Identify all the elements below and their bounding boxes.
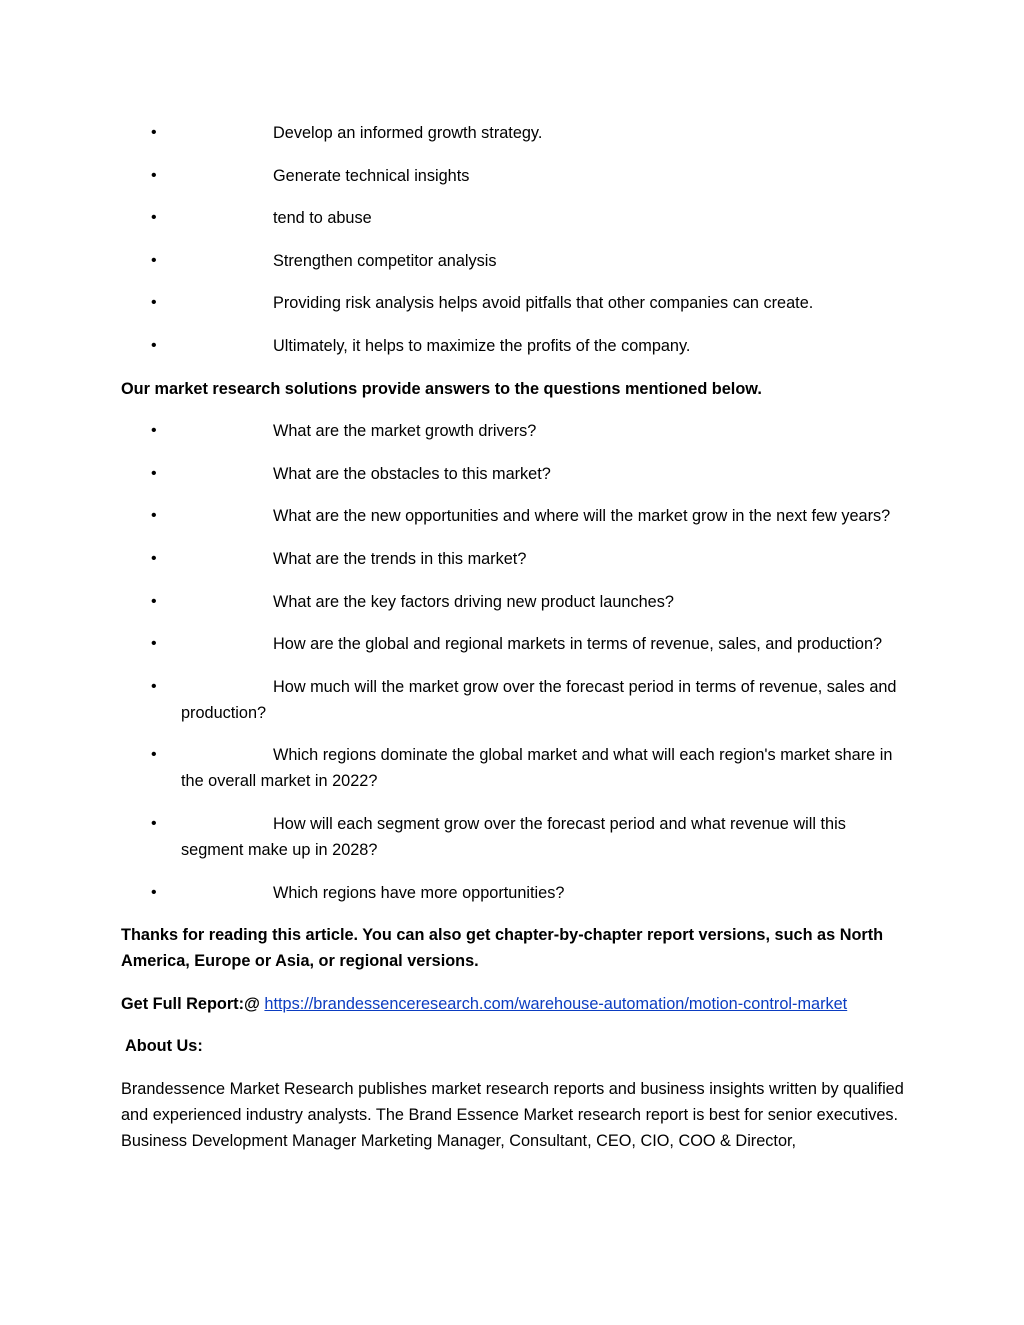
bullet-icon: • <box>151 464 157 482</box>
list-item <box>121 589 911 615</box>
list-item <box>121 163 911 189</box>
questions-list <box>121 418 911 905</box>
list-item-text: How are the global and regional markets in terms of revenue, sales, and production? <box>273 635 883 654</box>
bullet-icon: • <box>151 592 157 610</box>
list-item <box>121 461 911 487</box>
benefits-list <box>121 120 911 359</box>
list-item-text: Which regions have more opportunities? <box>273 883 565 902</box>
list-item <box>121 546 911 572</box>
list-item <box>121 333 911 359</box>
list-item-text: What are the new opportunities and where will the market grow in the next few years? <box>273 507 891 526</box>
list-item-text: Generate technical insights <box>273 166 470 185</box>
document-content <box>121 120 911 1170</box>
bullet-icon: • <box>151 746 157 764</box>
list-item <box>121 248 911 274</box>
bullet-icon: • <box>151 124 157 141</box>
list-item-text: How will each segment grow over the forecast period and what revenue will this segment make up in 2028? <box>181 814 846 859</box>
list-item-text: How much will the market grow over the forecast period in terms of revenue, sales and production? <box>181 677 897 722</box>
list-item <box>121 205 911 231</box>
bullet-icon: • <box>151 883 157 901</box>
bullet-icon: • <box>151 635 157 653</box>
list-item <box>121 674 911 726</box>
bullet-icon: • <box>151 677 157 695</box>
list-item-text: What are the obstacles to this market? <box>273 464 551 483</box>
bullet-icon: • <box>151 549 157 567</box>
list-item-text: tend to abuse <box>273 209 372 228</box>
bullet-icon: • <box>151 422 157 440</box>
list-item <box>121 120 911 146</box>
bullet-icon: • <box>151 814 157 832</box>
list-item <box>121 418 911 444</box>
list-item <box>121 742 911 794</box>
list-item-text: Strengthen competitor analysis <box>273 251 497 270</box>
list-item-text: Providing risk analysis helps avoid pitfalls that other companies can create. <box>273 294 814 313</box>
full-report-link[interactable]: https://brandessenceresearch.com/warehouse-automation/motion-control-market <box>264 994 848 1013</box>
list-item-text: Ultimately, it helps to maximize the profits of the company. <box>273 336 691 355</box>
list-item <box>121 290 911 316</box>
bullet-icon: • <box>151 294 157 312</box>
list-item-text: Develop an informed growth strategy. <box>273 124 543 142</box>
questions-heading: Our market research solutions provide answers to the questions mentioned below. <box>121 379 762 398</box>
bullet-icon: • <box>151 166 157 184</box>
bullet-icon: • <box>151 251 157 269</box>
bullet-icon: • <box>151 507 157 525</box>
about-paragraph: Brandessence Market Research publishes market research reports and business insights written by qualified and experienced industry analysts. The Brand Essence Market research report is best for senior executives. Business Development Manager Marketing Manager, Consultant, CEO, CIO, COO & Director, <box>121 1079 904 1150</box>
list-item-text: What are the key factors driving new product launches? <box>273 592 674 611</box>
thanks-paragraph: Thanks for reading this article. You can also get chapter-by-chapter report versions, such as North America, Europe or Asia, or regional versions. <box>121 926 884 971</box>
full-report-line <box>121 991 911 1017</box>
about-heading: About Us: <box>125 1037 203 1056</box>
bullet-icon: • <box>151 336 157 354</box>
list-item-text: What are the market growth drivers? <box>273 422 537 441</box>
list-item <box>121 631 911 657</box>
list-item-text: Which regions dominate the global market and what will each region's market share in the overall market in 2022? <box>181 746 893 791</box>
list-item <box>121 880 911 906</box>
list-item <box>121 811 911 863</box>
list-item <box>121 503 911 529</box>
bullet-icon: • <box>151 209 157 227</box>
full-report-label: Get Full Report:@ <box>121 994 260 1013</box>
list-item-text: What are the trends in this market? <box>273 549 527 568</box>
